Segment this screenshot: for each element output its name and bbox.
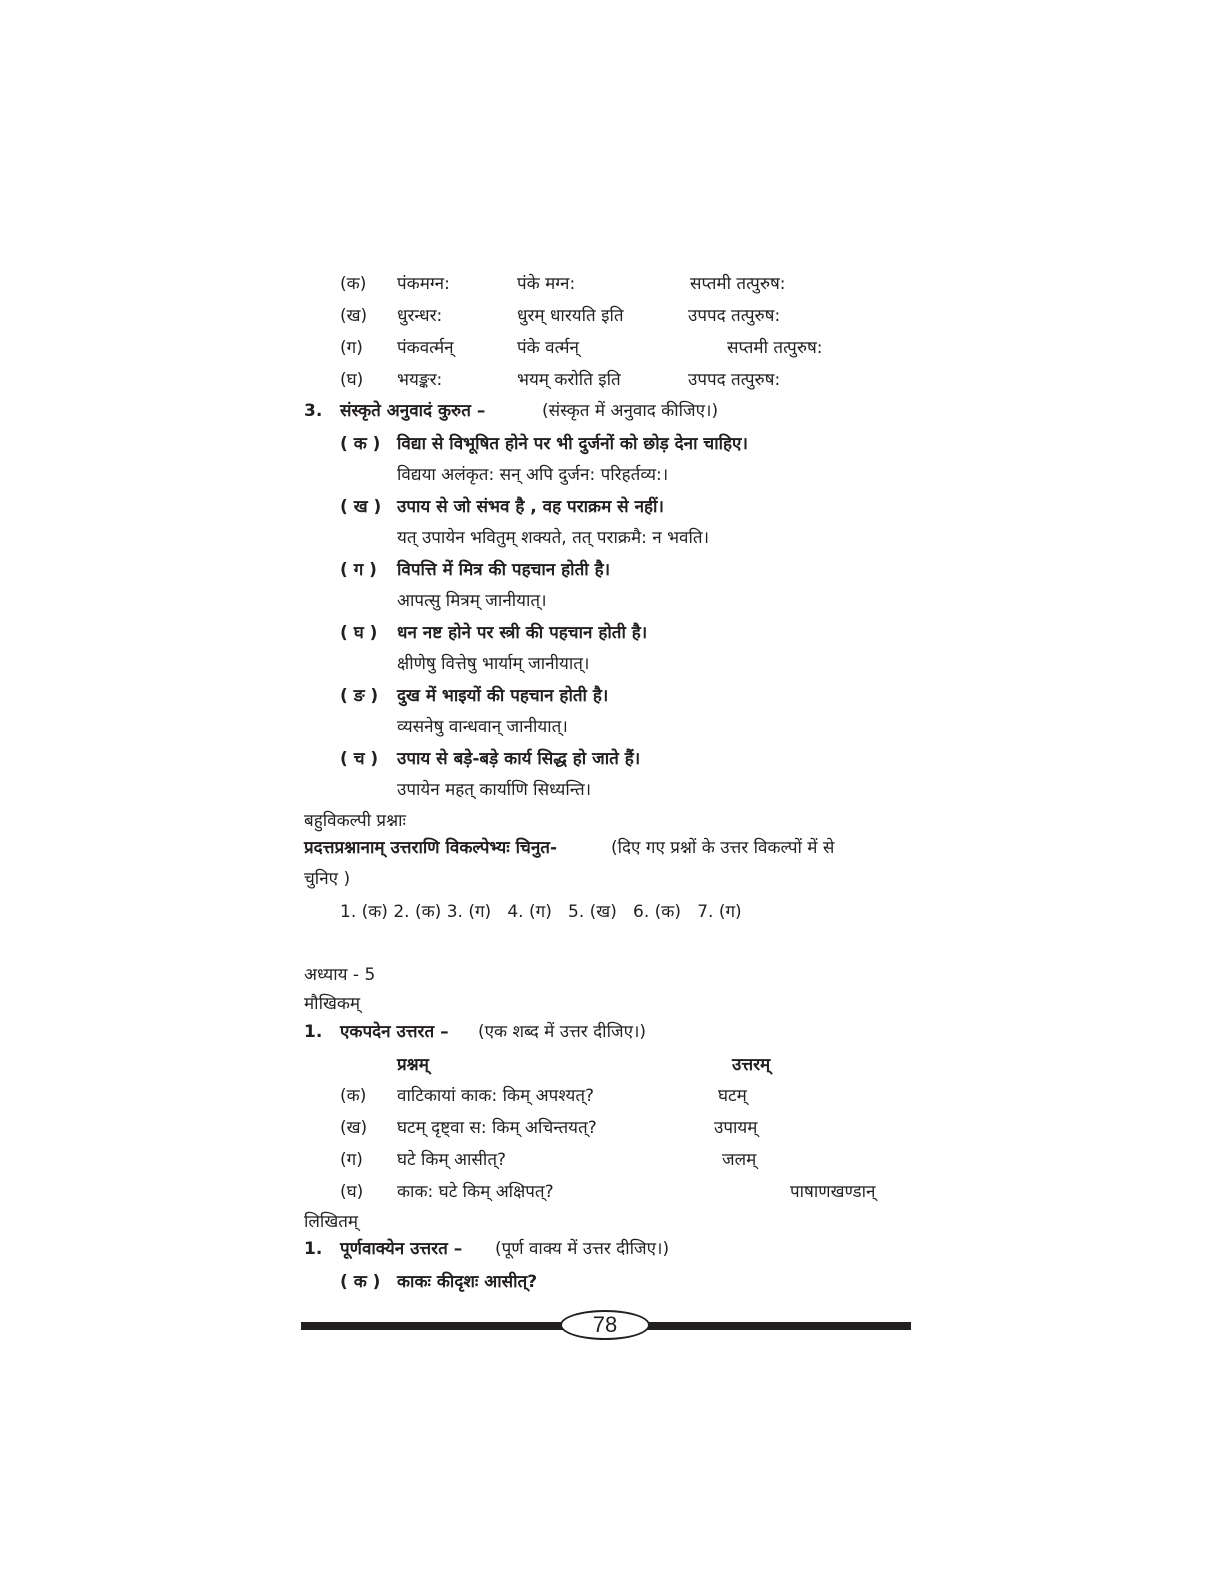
question-number: 1. [304, 1022, 323, 1042]
oral-label: (ख) [340, 1118, 368, 1138]
samasa-word: पंकमग्न: [397, 274, 450, 294]
item-label: ( घ ) [340, 623, 378, 643]
oral-answer: उपायम् [714, 1118, 758, 1138]
mcq-answers: 1. (क) 2. (क) 3. (ग) 4. (ग) 5. (ख) 6. (क) 7. (ग) [340, 902, 742, 922]
item-answer: आपत्सु मित्रम् जानीयात्। [397, 591, 547, 611]
item-label: ( क ) [340, 1272, 381, 1292]
samasa-word: धुरन्धर: [397, 306, 443, 326]
item-label: ( च ) [340, 749, 379, 769]
item-answer: यत् उपायेन भवितुम् शक्यते, तत् पराक्रमै: न भवति। [397, 528, 710, 548]
samasa-vigraha: पंके मग्न: [517, 274, 576, 294]
samasa-vigraha: भयम् करोति इति [517, 370, 621, 390]
page-number: 78 [560, 1310, 650, 1340]
question-title: एकपदेन उत्तरत – [340, 1022, 449, 1042]
question-title: संस्कृते अनुवादं कुरुत – [340, 401, 486, 421]
oral-label: (घ) [340, 1182, 364, 1202]
chapter-title: अध्याय - 5 [304, 965, 376, 985]
samasa-label: (घ) [340, 370, 364, 390]
samasa-label: (ग) [340, 338, 363, 358]
samasa-type: उपपद तत्पुरुष: [688, 306, 781, 326]
mcq-instruction: प्रदत्तप्रश्नानाम् उत्तराणि विकल्पेभ्यः चिनुत- [304, 838, 558, 858]
written-heading: लिखितम् [304, 1212, 359, 1232]
samasa-vigraha: पंके वर्त्मन् [517, 338, 579, 358]
mcq-instruction-note: (दिए गए प्रश्नों के उत्तर विकल्पों में से [611, 838, 835, 858]
item-label: ( ङ ) [340, 686, 379, 706]
question-note: (एक शब्द में उत्तर दीजिए।) [478, 1022, 647, 1042]
item-question: विद्या से विभूषित होने पर भी दुर्जनों को छोड़ देना चाहिए। [397, 434, 748, 454]
oral-question: घटम् दृष्ट्वा स: किम् अचिन्तयत्? [397, 1118, 597, 1138]
samasa-type: सप्तमी तत्पुरुष: [727, 338, 823, 358]
samasa-word: भयङ्कर: [397, 370, 443, 390]
item-answer: विद्यया अलंकृत: सन् अपि दुर्जन: परिहर्तव्य:। [397, 465, 669, 485]
oral-question: काक: घटे किम् अक्षिपत्? [397, 1182, 554, 1202]
question-number: 3. [304, 401, 323, 421]
samasa-type: उपपद तत्पुरुष: [688, 370, 781, 390]
oral-question: घटे किम् आसीत्? [397, 1150, 507, 1170]
item-answer: उपायेन महत् कार्याणि सिध्यन्ति। [397, 780, 592, 800]
item-question: उपाय से बड़े-बड़े कार्य सिद्ध हो जाते हैं। [397, 749, 641, 769]
question-title: पूर्णवाक्येन उत्तरत – [340, 1239, 463, 1259]
question-note: (संस्कृत में अनुवाद कीजिए।) [542, 401, 719, 421]
item-question: दुख में भाइयों की पहचान होती है। [397, 686, 609, 706]
item-question: काकः कीदृशः आसीत्? [397, 1272, 538, 1292]
samasa-label: (ख) [340, 306, 368, 326]
oral-answer: जलम् [722, 1150, 757, 1170]
samasa-label: (क) [340, 274, 367, 294]
mcq-heading: बहुविकल्पी प्रश्नाः [304, 811, 406, 831]
samasa-vigraha: धुरम् धारयति इति [517, 306, 624, 326]
oral-label: (क) [340, 1086, 367, 1106]
item-label: ( क ) [340, 434, 381, 454]
column-header-question: प्रश्नम् [397, 1055, 429, 1075]
column-header-answer: उत्तरम् [732, 1055, 771, 1075]
item-answer: व्यसनेषु वान्धवान् जानीयात्। [397, 717, 568, 737]
mcq-instruction-note-cont: चुनिए ) [304, 869, 351, 889]
question-number: 1. [304, 1239, 323, 1259]
oral-answer: घटम् [718, 1086, 747, 1106]
oral-answer: पाषाणखण्डान् [790, 1182, 876, 1202]
samasa-type: सप्तमी तत्पुरुष: [690, 274, 786, 294]
item-answer: क्षीणेषु वित्तेषु भार्याम् जानीयात्। [397, 654, 590, 674]
item-question: विपत्ति में मित्र की पहचान होती है। [397, 560, 611, 580]
oral-question: वाटिकायां काक: किम् अपश्यत्? [397, 1086, 595, 1106]
question-note: (पूर्ण वाक्य में उत्तर दीजिए।) [495, 1239, 670, 1259]
item-label: ( ख ) [340, 497, 382, 517]
oral-label: (ग) [340, 1150, 363, 1170]
item-label: ( ग ) [340, 560, 377, 580]
oral-heading: मौखिकम् [304, 994, 361, 1014]
item-question: उपाय से जो संभव है , वह पराक्रम से नहीं। [397, 497, 664, 517]
samasa-word: पंकवर्त्मन् [397, 338, 454, 358]
item-question: धन नष्ट होने पर स्त्री की पहचान होती है। [397, 623, 648, 643]
